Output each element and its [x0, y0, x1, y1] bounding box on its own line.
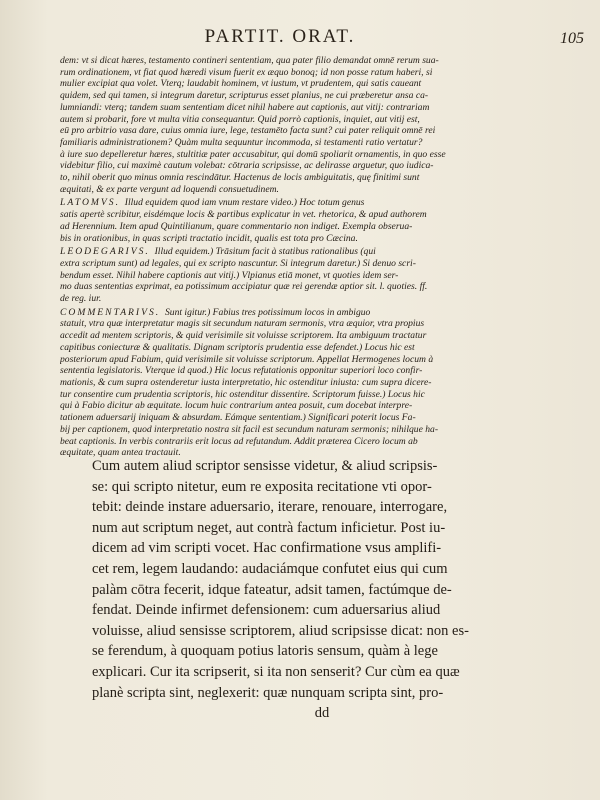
running-title: PARTIT. ORAT. — [204, 26, 356, 47]
page-number: 105 — [560, 30, 584, 47]
main-text-line: cet rem, legem laudando: audaciámque confutet eius qui cum — [92, 560, 448, 577]
main-text-line: se: qui scripto nitetur, eum re exposita recitatione vti opor- — [92, 478, 432, 495]
main-text-line: planè scripta sint, neglexerit: quæ nunquam scripta sint, pro- — [92, 684, 444, 701]
main-text-line: tebit: deinde instare aduersario, iterare, renouare, interrogare, — [92, 499, 448, 516]
commentary-line: familiaris administrationem? Quàm multa sequuntur incommoda, si testamenti ratio vertatur? — [60, 136, 423, 148]
commentarius-line: beat captionis. In verbis contrariis erit locus ad refutandum. Addit præterea Cicero locum ab — [60, 435, 418, 447]
commentary-line: mulier excipiat qua volet. Vterq; laudabit hominem, vt iustum, vt prudentem, qui satis caueant — [60, 78, 422, 90]
main-text-line: Cum autem aliud scriptor sensisse videtur, & aliud scripsis- — [92, 458, 438, 474]
main-text-line: palàm cōtra fecerit, idque fateatur, adsit tamen, factúmque de- — [92, 581, 452, 598]
commentary-line: lumniandi: vterq; tandem suam sententiam dicet nihil habere aut captionis, aut vitij: contrariam — [60, 101, 430, 113]
commentarius-line: bij per captionem, quod interpretatio nostra sit facil est secundum naturam sermonis; nihilque ha- — [60, 423, 439, 435]
latomus-line: satis apertè scribitur, eisdémque locis & partibus explicatur in vet. rhetorica, & apud authorem — [60, 209, 427, 221]
latomus-line: LATOMVS. Illud equidem quod iam vnum restare video.) Hoc totum genus — [60, 197, 365, 209]
main-text-block — [92, 456, 552, 724]
commentarius-line: capitibus coniecturæ & qualitatis. Dignam scriptoris prudentia esse defendet.) Locus hic est — [60, 341, 415, 353]
commentary-block — [60, 55, 555, 459]
commentarius-line: mationis, & cum supra ostenderetur iusta interpretatio, hic ostenditur iniusta: cum supra dicere- — [60, 376, 432, 388]
leodegarius-line: extra scriptum sunt) ad legales, qui ex scripto nascuntur. Si integrum daretur.) Si denuo scri- — [60, 257, 416, 269]
leodegarius-line: bendum esset. Nihil habere captionis aut vitij.) Vlpianus etiā monet, vt quoties idem ser- — [60, 269, 399, 281]
leodegarius-line: mo duas sententias exprimat, ea potissimum accipiatur quæ rei gerendæ aptior sit. l. quoties. ff. — [60, 281, 428, 293]
commentary-line: autem si probarit, fore vt multa vitia consequantur. Quid porrò captionis, inquiet, aut vitij est, — [60, 113, 420, 125]
commentary-line: rum ordinationem, vt fiat quod hæredi visum fuerit ex æquo bonoq; id non posse ratum haberi, si — [60, 66, 433, 78]
main-text-line: num aut scriptum neget, aut contrà factum inficietur. Post iu- — [92, 519, 446, 536]
main-text-line: voluisse, aliud sensisse scriptorem, aliud scripsisse dicat: non es- — [92, 622, 469, 639]
commentarius-line: COMMENTARIVS. Sunt igitur.) Fabius tres potissimum locos in ambiguo — [60, 306, 371, 318]
commentary-line: quidem, sed qui tamen, si integrum daretur, scripturus esset planius, ne cui præberetur ansa ca- — [60, 90, 429, 102]
commentarius-line: posteriorum apud Fabium, quid verisimile sit voluisse scriptorum. Appellat Hermogenes locum à — [60, 353, 434, 365]
latomus-line: bis in orationibus, in quas scripti tractatio incidit, qualis est tota pro Cæcina. — [60, 232, 358, 244]
commentarius-line: sententia legislatoris. Vterque id quod.) Hic locus refutationis opponitur superiori loco confir- — [60, 365, 423, 377]
commentary-line: videbitur filio, cui maximè cautum volebat: cōtraria scripsisse, ac delirasse arguetur, quo iudica- — [60, 160, 434, 172]
commentary-line: æquitati, & ex parte vergunt ad loquendi consuetudinem. — [60, 183, 279, 195]
commentarius-name: COMMENTARIVS. — [60, 306, 161, 318]
main-text-line: dicem ad vim scripti vocet. Hac confirmatione vsus amplifi- — [92, 540, 442, 557]
commentary-line: eū pro arbitrio vasa dare, cuius omnia iure, lege, testamēto facta sunt? cui pater reliquit omnē rei — [60, 125, 436, 137]
commentarius-line: statuit, vtra quæ interpretatur magis sit secundum naturam sermonis, vtra æquior, vtra propius — [60, 318, 425, 330]
commentarius-line: æquitate, quam antea tractauit. — [60, 447, 181, 459]
commentarius-line: accedit ad mentem scriptoris, & quid verisimile sit voluisse scriptorem. Ita ambiguum tractatur — [60, 330, 427, 342]
commentary-line: to, nihil oberit quo minus omnia rescindātur. Hactenus de locis ambiguitatis, quę finitimi sunt — [60, 172, 420, 184]
commentary-line: à iure suo depelleretur hæres, stultitiæ pater accusabitur, qui domū spoliarit ornamentis, in quo esse — [60, 148, 446, 160]
commentarius-line: tur consentire cum prudentia scriptoris, hic ostenditur dissentire. Scriptorum fuisse.) Locus hic — [60, 388, 425, 400]
main-text-line: explicari. Cur ita scripserit, si ita non senserit? Cur cùm ea quæ — [92, 663, 460, 680]
signature-mark: dd — [314, 705, 330, 722]
main-text-line: fendat. Deinde infirmet defensionem: cum aduersarius aliud — [92, 602, 441, 619]
latomus-name: LATOMVS. — [60, 197, 120, 209]
commentarius-line: qui à Fabio dicitur ab æquitate. locum huic contrarium antea posuit, cum docebat interpre- — [60, 400, 413, 412]
commentary-line: dem: vt si dicat hæres, testamento contineri sententiam, qua pater filio demandat omnē rerum sua- — [60, 55, 439, 66]
leodegarius-name: LEODEGARIVS. — [60, 246, 150, 258]
main-text-line: se ferendum, à quoquam potius latoris sensum, quàm à lege — [92, 643, 438, 660]
leodegarius-line: LEODEGARIVS. Illud equidem.) Trāsitum facit à statibus rationalibus (qui — [60, 246, 376, 258]
commentarius-line: tationem aduersarij iniquam & absurdam. Eámque sententiam.) Significari poterit locus Fa- — [60, 412, 416, 424]
latomus-line: ad Herennium. Item apud Quintilianum, quare commentario non indiget. Exempla obserua- — [60, 220, 413, 232]
leodegarius-line: de reg. iur. — [60, 293, 102, 305]
